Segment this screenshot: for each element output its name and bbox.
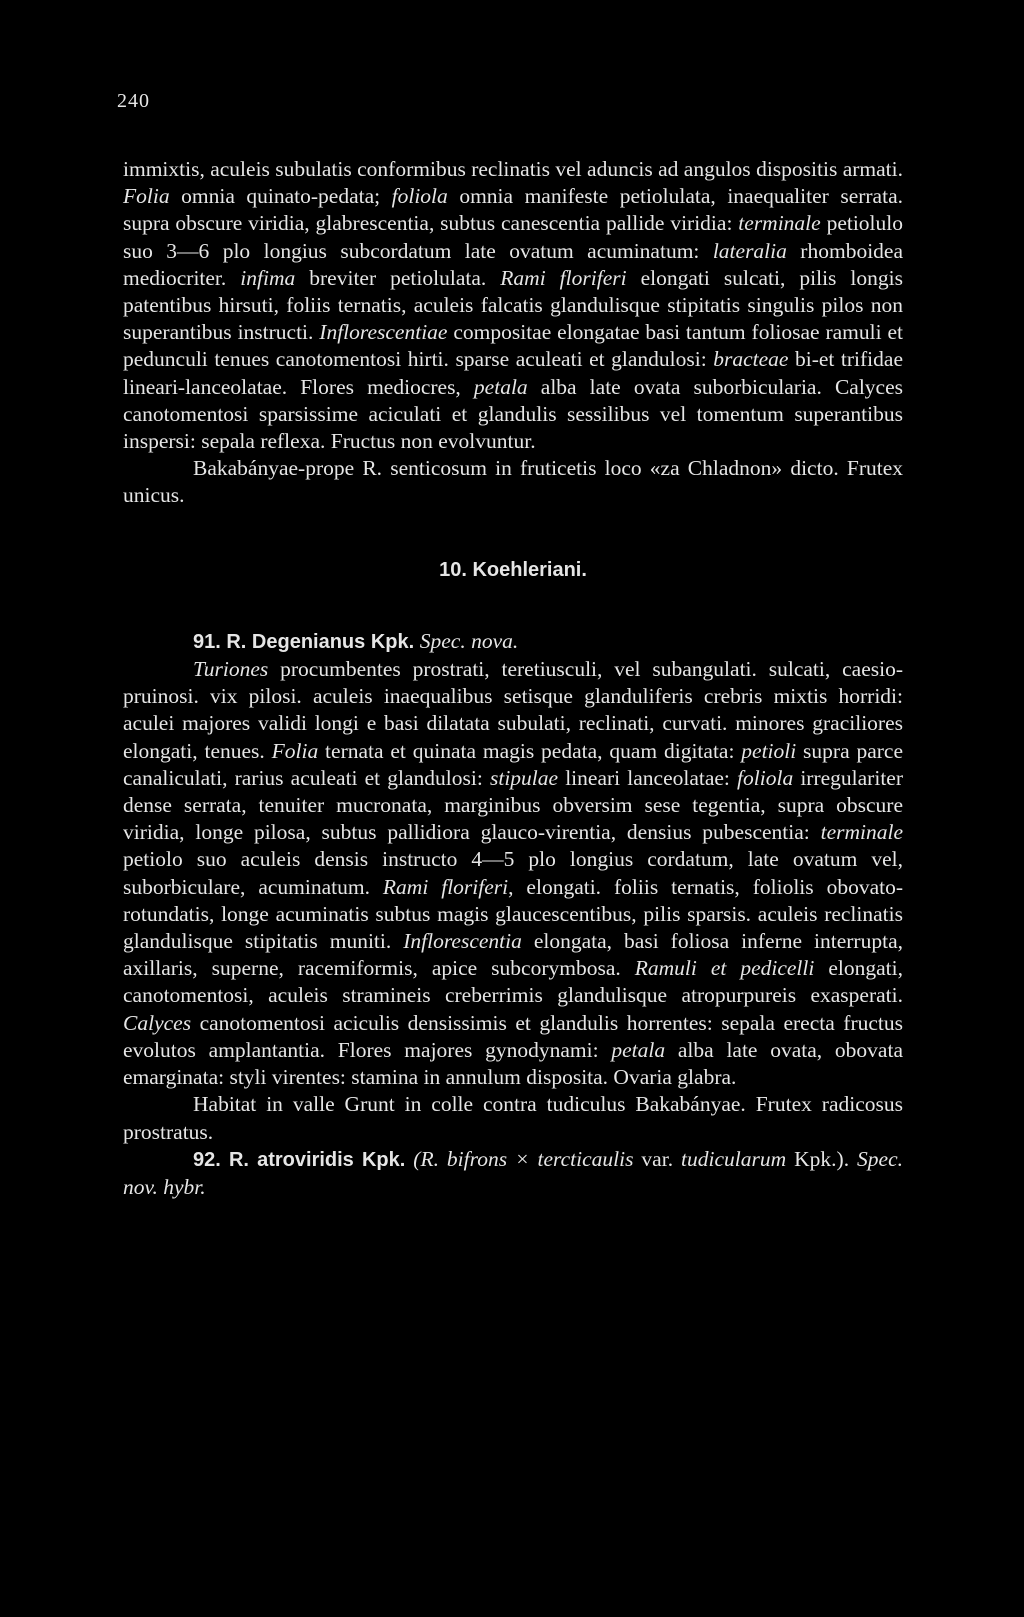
page-number: 240 (117, 90, 150, 112)
species-heading-91: 91. R. Degenianus Kpk. Spec. nova. (193, 628, 519, 653)
paragraph-description: immixtis, aculeis subulatis conformibus reclinatis vel aduncis ad angulos dispositis armati. Folia omnia quinato-pedata; foliola omnia manifeste petiolulata, inaequaliter serrata. supra obscure viridia, glabrescentia, subtus canescentia pallide viridia: terminale petiolulo suo 3—6 plo longius subcordatum late ovatum acuminatum: lateralia rhomboidea mediocriter. infima breviter petiolulata. Rami floriferi elongati sulcati, pilis longis patentibus hirsuti, foliis ternatis, aculeis falcatis glandulisque stipitatis singulis pilos non superantibus instructi. Inflorescentiae compositae elongatae basi tantum foliosae ramuli et pedunculi tenues canotomentosi hirti. sparse aculeati et glandulosi: bracteae bi-et trifidae lineari-lanceolatae. Flores mediocres, petala alba late ovata suborbicularia. Calyces canotomentosi sparsissime aciculati et glandulis sessilibus vel tomentum superantibus inspersi: sepala reflexa. Fructus non evolvuntur. (123, 157, 904, 454)
body-text (123, 156, 903, 1201)
paragraph-locality: Bakabányae-prope R. senticosum in fruticetis loco «za Chladnon» dicto. Frutex unicus. (123, 456, 903, 508)
paragraph-habitat: Habitat in valle Grunt in colle contra tudiculus Bakabányae. Frutex radicosus prostratus. (123, 1092, 903, 1144)
section-heading: 10. Koehleriani. (439, 558, 587, 581)
species-heading-92: 92. R. atroviridis Kpk. (R. bifrons × tercticaulis var. tudicularum Kpk.). Spec. nov. hybr. (123, 1146, 904, 1199)
paragraph-species-91: Turiones procumbentes prostrati, teretiusculi, vel subangulati. sulcati, caesio-pruinosi. vix pilosi. aculeis inaequalibus setisque glanduliferis crebris mixtis horridi: aculei majores validi longi e basi dilatata subulati, reclinati, curvati. minores graciliores elongati, tenues. Folia ternata et quinata magis pedata, quam digitata: petioli supra parce canaliculati, rarius aculeati et glandulosi: stipulae lineari lanceolatae: foliola irregulariter dense serrata, tenuiter mucronata, marginibus obversim sese tegentia, supra obscure viridia, longe pilosa, subtus pallidiora glauco-virentia, densius pubescentia: terminale petiolo suo aculeis densis instructo 4—5 plo longius cordatum, late ovatum vel, suborbiculare, acuminatum. Rami floriferi, elongati. foliis ternatis, foliolis obovato-rotundatis, longe acuminatis subtus magis glaucescentibus, pilis sparsis. aculeis reclinatis glandulisque stipitatis muniti. Inflorescentia elongata, basi foliosa inferne interrupta, axillaris, superne, racemiformis, apice subcorymbosa. Ramuli et pedicelli elongati, canotomentosi, aculeis stramineis creberrimis glandulisque atropurpureis exasperati. Calyces canotomentosi aciculis densissimis et glandulis horrentes: sepala erecta fructus evolutos amplantantia. Flores majores gynodynami: petala alba late ovata, obovata emarginata: styli virentes: stamina in annulum disposita. Ovaria glabra. (123, 657, 904, 1090)
